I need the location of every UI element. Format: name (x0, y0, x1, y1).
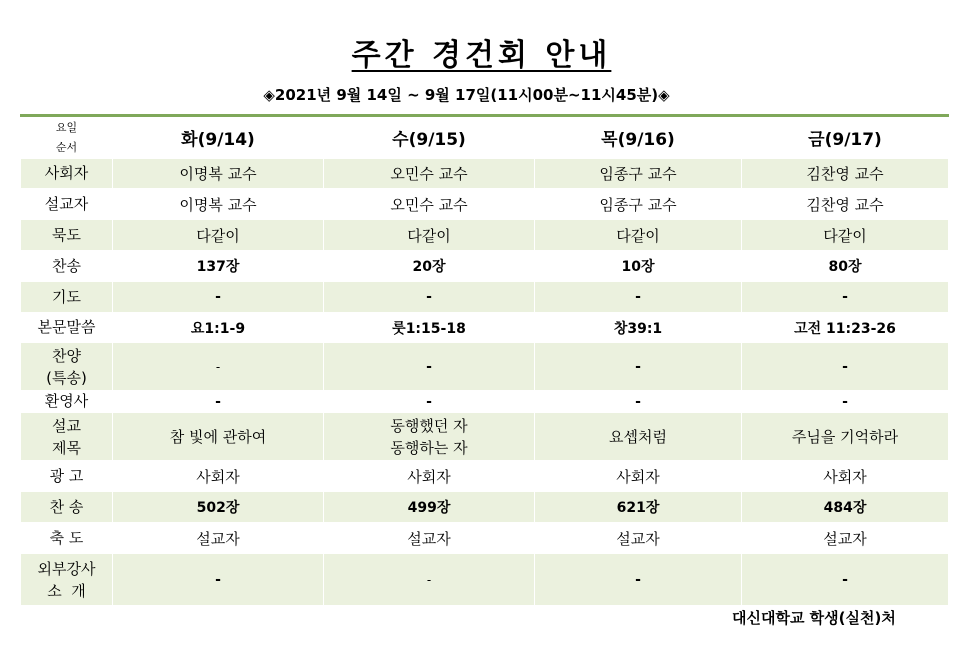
table-cell: 설교자 (742, 523, 949, 554)
row-label: 묵도 (21, 220, 113, 251)
table-cell: - (535, 391, 742, 413)
row-label: 축 도 (21, 523, 113, 554)
table-cell: 이명복 교수 (113, 189, 324, 220)
row-label: 찬송 (21, 251, 113, 282)
table-row (21, 413, 949, 461)
table-cell: 주님을 기억하라 (742, 413, 949, 461)
table-cell: 이명복 교수 (113, 159, 324, 189)
table-cell: - (535, 282, 742, 313)
table-cell: 창39:1 (535, 313, 742, 343)
table-cell: 오민수 교수 (324, 159, 535, 189)
table-cell: 다같이 (535, 220, 742, 251)
row-label: 광 고 (21, 461, 113, 492)
table-cell: 사회자 (113, 461, 324, 492)
table-row (21, 523, 949, 554)
table-cell: - (324, 391, 535, 413)
table-cell: 621장 (535, 492, 742, 523)
schedule-table (20, 114, 949, 606)
row-label (21, 413, 113, 461)
table-cell: 설교자 (113, 523, 324, 554)
table-cell: - (113, 391, 324, 413)
sermon-title-line: 동행하는 자 (390, 438, 468, 457)
corner-order-label: 순서 (55, 140, 78, 154)
row-label-line: (특송) (46, 368, 87, 387)
row-label: 본문말씀 (21, 313, 113, 343)
table-cell: 오민수 교수 (324, 189, 535, 220)
sermon-title-line: 동행했던 자 (390, 416, 468, 435)
table-cell: 요1:1-9 (113, 313, 324, 343)
row-label-line: 외부강사 (37, 559, 96, 578)
table-row (21, 282, 949, 313)
row-label-line: 제목 (52, 438, 81, 457)
table-row (21, 391, 949, 413)
table-cell: 499장 (324, 492, 535, 523)
row-label-line: 소 개 (47, 581, 86, 600)
table-cell: - (535, 343, 742, 391)
table-cell: 임종구 교수 (535, 189, 742, 220)
table-row (21, 343, 949, 391)
table-cell: - (535, 554, 742, 606)
corner-day-label: 요일 (55, 120, 78, 134)
table-cell: - (742, 343, 949, 391)
day-header-wed: 수(9/15) (324, 116, 535, 159)
table-cell: - (113, 554, 324, 606)
table-cell: - (113, 282, 324, 313)
table-cell: - (742, 282, 949, 313)
table-cell: 사회자 (535, 461, 742, 492)
table-cell: 484장 (742, 492, 949, 523)
table-cell: 137장 (113, 251, 324, 282)
table-cell: 김찬영 교수 (742, 189, 949, 220)
row-label: 설교자 (21, 189, 113, 220)
table-cell: - (742, 554, 949, 606)
table-row (21, 554, 949, 606)
table-cell: 사회자 (742, 461, 949, 492)
table-cell: - (324, 343, 535, 391)
row-label: 환영사 (21, 391, 113, 413)
sermon-title-cell-wed (324, 413, 535, 461)
table-cell: 임종구 교수 (535, 159, 742, 189)
table-cell: 김찬영 교수 (742, 159, 949, 189)
table-cell: 설교자 (324, 523, 535, 554)
table-cell: 고전 11:23-26 (742, 313, 949, 343)
day-header-thu: 목(9/16) (535, 116, 742, 159)
page-title: 주간 경건회 안내 (351, 38, 612, 73)
table-cell: 502장 (113, 492, 324, 523)
row-label-line: 설교 (52, 416, 81, 435)
table-cell: 다같이 (742, 220, 949, 251)
table-row (21, 492, 949, 523)
table-row (21, 189, 949, 220)
table-row (21, 159, 949, 189)
table-cell: - (324, 554, 535, 606)
row-label-line: 찬양 (52, 346, 81, 365)
table-cell: 설교자 (535, 523, 742, 554)
table-cell: - (742, 391, 949, 413)
row-label: 기도 (21, 282, 113, 313)
table-row (21, 313, 949, 343)
table-row (21, 251, 949, 282)
table-cell: 다같이 (324, 220, 535, 251)
issuer-footer: 대신대학교 학생(실천)처 (732, 609, 896, 627)
table-cell: 80장 (742, 251, 949, 282)
table-cell: 참 빛에 관하여 (113, 413, 324, 461)
corner-cell (21, 116, 113, 159)
table-cell: 사회자 (324, 461, 535, 492)
table-row (21, 461, 949, 492)
table-cell: 요셉처럼 (535, 413, 742, 461)
table-cell: 다같이 (113, 220, 324, 251)
table-header-row (21, 116, 949, 159)
row-label (21, 343, 113, 391)
row-label: 찬 송 (21, 492, 113, 523)
table-cell: 20장 (324, 251, 535, 282)
table-cell: 룻1:15-18 (324, 313, 535, 343)
row-label (21, 554, 113, 606)
date-range-subtitle: ◈2021년 9월 14일 ~ 9월 17일(11시00분~11시45분)◈ (263, 86, 670, 104)
table-cell: - (113, 343, 324, 391)
day-header-fri: 금(9/17) (742, 116, 949, 159)
table-cell: 10장 (535, 251, 742, 282)
row-label: 사회자 (21, 159, 113, 189)
table-cell: - (324, 282, 535, 313)
table-row (21, 220, 949, 251)
day-header-tue: 화(9/14) (113, 116, 324, 159)
